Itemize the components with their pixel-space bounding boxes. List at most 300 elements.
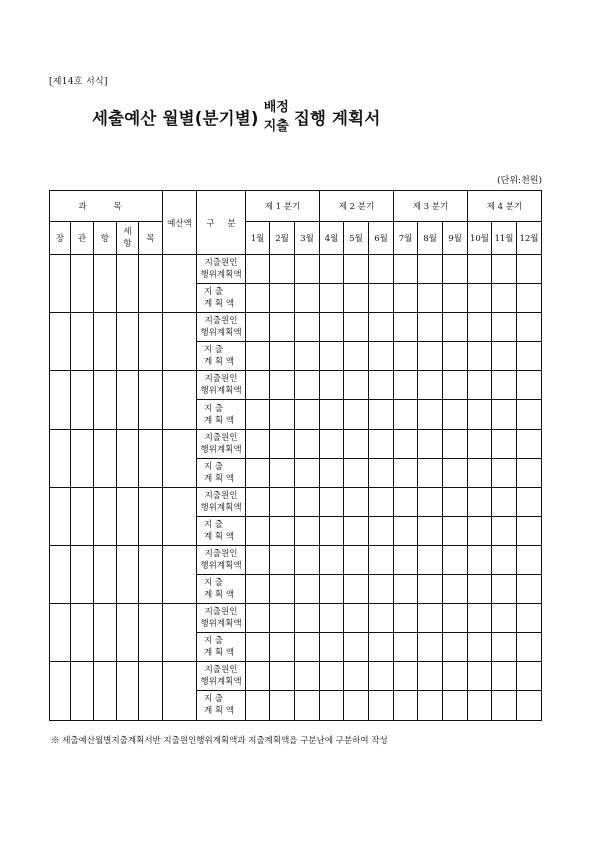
mok-cell[interactable] xyxy=(139,429,163,487)
table-row-approval xyxy=(50,604,542,633)
month-value-cell[interactable] xyxy=(369,487,394,516)
month-value-cell[interactable] xyxy=(246,633,270,662)
month-value-cell[interactable] xyxy=(369,429,394,458)
jang-cell[interactable] xyxy=(50,604,71,662)
month-value-cell[interactable] xyxy=(320,400,344,429)
month-value-cell[interactable] xyxy=(418,371,443,400)
mok-cell[interactable] xyxy=(139,371,163,429)
month-value-cell[interactable] xyxy=(270,284,295,313)
month-value-cell[interactable] xyxy=(246,371,270,400)
category-label-line: 지출원인 xyxy=(204,258,238,269)
month-value-cell[interactable] xyxy=(517,313,542,342)
month-value-cell[interactable] xyxy=(369,284,394,313)
hang-cell[interactable] xyxy=(94,371,117,429)
gwan-cell[interactable] xyxy=(71,429,94,487)
title-main: 세출예산 월별(분기별) xyxy=(92,109,259,128)
hang-cell[interactable] xyxy=(94,604,117,662)
table-row-approval xyxy=(50,545,542,574)
month-value-cell[interactable] xyxy=(492,255,517,284)
gwan-cell[interactable] xyxy=(71,371,94,429)
budget-cell[interactable] xyxy=(163,429,197,487)
month-value-cell[interactable] xyxy=(443,313,468,342)
month-value-cell[interactable] xyxy=(517,342,542,371)
month-value-cell[interactable] xyxy=(468,633,492,662)
month-value-cell[interactable] xyxy=(443,545,468,574)
month-value-cell[interactable] xyxy=(320,255,344,284)
month-value-cell[interactable] xyxy=(418,691,443,720)
month-header: 1월 xyxy=(246,222,270,255)
month-value-cell[interactable] xyxy=(394,633,418,662)
jang-cell[interactable] xyxy=(50,429,71,487)
category-label-line: 행위계획액 xyxy=(200,619,242,630)
month-value-cell[interactable] xyxy=(418,313,443,342)
month-value-cell[interactable] xyxy=(517,429,542,458)
month-value-cell[interactable] xyxy=(418,516,443,545)
month-value-cell[interactable] xyxy=(394,371,418,400)
month-value-cell[interactable] xyxy=(344,255,369,284)
budget-cell[interactable] xyxy=(163,662,197,720)
category-approval-label xyxy=(197,662,246,691)
month-value-cell[interactable] xyxy=(394,284,418,313)
month-value-cell[interactable] xyxy=(418,400,443,429)
month-value-cell[interactable] xyxy=(468,575,492,604)
category-spend-label xyxy=(197,342,246,371)
hang-cell[interactable] xyxy=(94,545,117,603)
month-header: 11월 xyxy=(492,222,517,255)
month-value-cell[interactable] xyxy=(369,604,394,633)
month-value-cell[interactable] xyxy=(394,487,418,516)
month-value-cell[interactable] xyxy=(394,429,418,458)
month-value-cell[interactable] xyxy=(246,487,270,516)
month-value-cell[interactable] xyxy=(418,662,443,691)
month-value-cell[interactable] xyxy=(320,575,344,604)
month-value-cell[interactable] xyxy=(492,662,517,691)
category-label-line: 계 획 액 xyxy=(204,648,235,659)
month-header: 4월 xyxy=(320,222,344,255)
month-value-cell[interactable] xyxy=(468,313,492,342)
month-value-cell[interactable] xyxy=(492,313,517,342)
table-row-approval xyxy=(50,371,542,400)
month-value-cell[interactable] xyxy=(517,400,542,429)
month-value-cell[interactable] xyxy=(418,458,443,487)
month-value-cell[interactable] xyxy=(295,487,320,516)
month-value-cell[interactable] xyxy=(418,342,443,371)
category-label-line: 지 출 xyxy=(204,287,224,298)
month-value-cell[interactable] xyxy=(492,284,517,313)
mok-cell[interactable] xyxy=(139,604,163,662)
month-value-cell[interactable] xyxy=(468,342,492,371)
month-value-cell[interactable] xyxy=(517,575,542,604)
month-value-cell[interactable] xyxy=(246,429,270,458)
hang-cell[interactable] xyxy=(94,313,117,371)
month-value-cell[interactable] xyxy=(270,545,295,574)
month-value-cell[interactable] xyxy=(443,429,468,458)
month-value-cell[interactable] xyxy=(344,604,369,633)
month-value-cell[interactable] xyxy=(246,604,270,633)
month-header: 12월 xyxy=(517,222,542,255)
month-header: 2월 xyxy=(270,222,295,255)
month-value-cell[interactable] xyxy=(418,633,443,662)
jang-cell[interactable] xyxy=(50,662,71,720)
month-value-cell[interactable] xyxy=(246,691,270,720)
table-row-approval xyxy=(50,487,542,516)
month-value-cell[interactable] xyxy=(295,458,320,487)
month-value-cell[interactable] xyxy=(270,371,295,400)
gwan-cell[interactable] xyxy=(71,313,94,371)
mok-cell[interactable] xyxy=(139,545,163,603)
month-value-cell[interactable] xyxy=(270,458,295,487)
month-header: 3월 xyxy=(295,222,320,255)
month-value-cell[interactable] xyxy=(492,487,517,516)
month-value-cell[interactable] xyxy=(246,575,270,604)
month-value-cell[interactable] xyxy=(468,284,492,313)
month-value-cell[interactable] xyxy=(394,691,418,720)
title-stack-top: 배정 xyxy=(263,100,289,115)
month-value-cell[interactable] xyxy=(295,255,320,284)
category-label-line: 행위계획액 xyxy=(200,502,242,513)
table-row-approval xyxy=(50,662,542,691)
month-value-cell[interactable] xyxy=(517,662,542,691)
month-value-cell[interactable] xyxy=(517,516,542,545)
category-label-line: 지 출 xyxy=(204,694,224,705)
sehang-cell[interactable] xyxy=(117,662,139,720)
month-value-cell[interactable] xyxy=(394,458,418,487)
month-value-cell[interactable] xyxy=(418,604,443,633)
month-value-cell[interactable] xyxy=(320,662,344,691)
month-value-cell[interactable] xyxy=(418,429,443,458)
month-value-cell[interactable] xyxy=(468,691,492,720)
subject-mok-header: 목 xyxy=(139,222,163,255)
jang-cell[interactable] xyxy=(50,545,71,603)
category-label-line: 지출원인 xyxy=(204,316,238,327)
jang-cell[interactable] xyxy=(50,371,71,429)
month-value-cell[interactable] xyxy=(394,575,418,604)
footnote: ※ 세출예산월별지출계획서반 지출원인행위계획액과 지출계획액을 구분난에 구분하여 작성 xyxy=(51,736,388,746)
month-value-cell[interactable] xyxy=(443,255,468,284)
month-value-cell[interactable] xyxy=(246,545,270,574)
title-stack xyxy=(264,98,289,136)
month-value-cell[interactable] xyxy=(394,255,418,284)
month-value-cell[interactable] xyxy=(344,458,369,487)
month-value-cell[interactable] xyxy=(468,429,492,458)
month-value-cell[interactable] xyxy=(443,662,468,691)
category-label-line: 계 획 액 xyxy=(204,299,235,310)
month-value-cell[interactable] xyxy=(468,516,492,545)
month-value-cell[interactable] xyxy=(246,458,270,487)
month-value-cell[interactable] xyxy=(295,691,320,720)
month-value-cell[interactable] xyxy=(443,342,468,371)
month-value-cell[interactable] xyxy=(344,516,369,545)
month-value-cell[interactable] xyxy=(443,691,468,720)
month-value-cell[interactable] xyxy=(369,371,394,400)
month-value-cell[interactable] xyxy=(320,545,344,574)
month-value-cell[interactable] xyxy=(517,371,542,400)
month-value-cell[interactable] xyxy=(517,487,542,516)
category-spend-label xyxy=(197,400,246,429)
jang-cell[interactable] xyxy=(50,487,71,545)
month-value-cell[interactable] xyxy=(517,633,542,662)
category-approval-label xyxy=(197,429,246,458)
sehang-cell[interactable] xyxy=(117,545,139,603)
month-value-cell[interactable] xyxy=(246,313,270,342)
sehang-cell[interactable] xyxy=(117,487,139,545)
mok-cell[interactable] xyxy=(139,487,163,545)
month-value-cell[interactable] xyxy=(468,458,492,487)
month-value-cell[interactable] xyxy=(369,662,394,691)
month-value-cell[interactable] xyxy=(394,604,418,633)
month-value-cell[interactable] xyxy=(344,633,369,662)
category-spend-label xyxy=(197,516,246,545)
month-header: 10월 xyxy=(468,222,492,255)
month-value-cell[interactable] xyxy=(295,575,320,604)
month-value-cell[interactable] xyxy=(270,633,295,662)
month-value-cell[interactable] xyxy=(369,255,394,284)
month-value-cell[interactable] xyxy=(270,487,295,516)
month-value-cell[interactable] xyxy=(443,284,468,313)
category-label-line: 계 획 액 xyxy=(204,706,235,717)
month-value-cell[interactable] xyxy=(517,604,542,633)
gwan-cell[interactable] xyxy=(71,662,94,720)
month-value-cell[interactable] xyxy=(443,371,468,400)
month-value-cell[interactable] xyxy=(344,545,369,574)
month-value-cell[interactable] xyxy=(320,458,344,487)
month-value-cell[interactable] xyxy=(492,516,517,545)
month-value-cell[interactable] xyxy=(468,255,492,284)
month-value-cell[interactable] xyxy=(246,516,270,545)
month-value-cell[interactable] xyxy=(468,487,492,516)
budget-cell[interactable] xyxy=(163,545,197,603)
month-value-cell[interactable] xyxy=(320,604,344,633)
month-value-cell[interactable] xyxy=(492,575,517,604)
category-approval-label xyxy=(197,371,246,400)
category-spend-label xyxy=(197,458,246,487)
category-spend-label xyxy=(197,691,246,720)
month-value-cell[interactable] xyxy=(320,429,344,458)
month-value-cell[interactable] xyxy=(443,633,468,662)
month-value-cell[interactable] xyxy=(270,255,295,284)
month-value-cell[interactable] xyxy=(270,516,295,545)
category-approval-label xyxy=(197,545,246,574)
month-value-cell[interactable] xyxy=(443,516,468,545)
budget-cell[interactable] xyxy=(163,604,197,662)
month-value-cell[interactable] xyxy=(468,400,492,429)
table-row-approval xyxy=(50,429,542,458)
category-label-line: 행위계획액 xyxy=(200,386,242,397)
budget-cell[interactable] xyxy=(163,313,197,371)
month-value-cell[interactable] xyxy=(492,429,517,458)
month-value-cell[interactable] xyxy=(492,691,517,720)
month-value-cell[interactable] xyxy=(517,255,542,284)
gwan-cell[interactable] xyxy=(71,487,94,545)
sehang-cell[interactable] xyxy=(117,255,139,313)
mok-cell[interactable] xyxy=(139,662,163,720)
category-spend-label xyxy=(197,575,246,604)
month-value-cell[interactable] xyxy=(295,604,320,633)
month-value-cell[interactable] xyxy=(295,429,320,458)
month-value-cell[interactable] xyxy=(369,313,394,342)
month-value-cell[interactable] xyxy=(344,400,369,429)
month-value-cell[interactable] xyxy=(295,284,320,313)
gwan-cell[interactable] xyxy=(71,545,94,603)
month-value-cell[interactable] xyxy=(295,662,320,691)
month-value-cell[interactable] xyxy=(394,545,418,574)
month-value-cell[interactable] xyxy=(344,342,369,371)
month-value-cell[interactable] xyxy=(270,691,295,720)
month-value-cell[interactable] xyxy=(492,342,517,371)
quarter-1-header: 제 1 분기 xyxy=(246,191,320,222)
month-value-cell[interactable] xyxy=(517,691,542,720)
sehang-cell[interactable] xyxy=(117,604,139,662)
month-value-cell[interactable] xyxy=(246,400,270,429)
month-value-cell[interactable] xyxy=(295,342,320,371)
jang-cell[interactable] xyxy=(50,313,71,371)
month-value-cell[interactable] xyxy=(320,313,344,342)
quarter-4-header: 제 4 분기 xyxy=(468,191,542,222)
month-value-cell[interactable] xyxy=(369,575,394,604)
sehang-cell[interactable] xyxy=(117,313,139,371)
month-value-cell[interactable] xyxy=(320,487,344,516)
month-value-cell[interactable] xyxy=(443,604,468,633)
subject-jang-header: 장 xyxy=(50,222,71,255)
month-value-cell[interactable] xyxy=(369,458,394,487)
month-header: 6월 xyxy=(369,222,394,255)
month-value-cell[interactable] xyxy=(369,516,394,545)
sehang-cell[interactable] xyxy=(117,429,139,487)
month-value-cell[interactable] xyxy=(344,313,369,342)
month-value-cell[interactable] xyxy=(443,575,468,604)
month-value-cell[interactable] xyxy=(344,487,369,516)
month-value-cell[interactable] xyxy=(344,575,369,604)
month-value-cell[interactable] xyxy=(517,545,542,574)
month-value-cell[interactable] xyxy=(418,575,443,604)
category-spend-label xyxy=(197,633,246,662)
month-value-cell[interactable] xyxy=(320,371,344,400)
month-value-cell[interactable] xyxy=(369,400,394,429)
month-value-cell[interactable] xyxy=(369,545,394,574)
month-value-cell[interactable] xyxy=(320,516,344,545)
month-value-cell[interactable] xyxy=(295,545,320,574)
month-value-cell[interactable] xyxy=(394,516,418,545)
month-value-cell[interactable] xyxy=(320,691,344,720)
month-value-cell[interactable] xyxy=(344,371,369,400)
month-value-cell[interactable] xyxy=(492,458,517,487)
month-value-cell[interactable] xyxy=(369,633,394,662)
gwan-cell[interactable] xyxy=(71,255,94,313)
month-value-cell[interactable] xyxy=(492,633,517,662)
category-label-line: 지 출 xyxy=(204,578,224,589)
subject-gwan-header: 관 xyxy=(71,222,94,255)
subject-group-header: 과 목 xyxy=(50,191,163,222)
category-label-line: 지출원인 xyxy=(204,665,238,676)
month-value-cell[interactable] xyxy=(492,400,517,429)
month-value-cell[interactable] xyxy=(418,284,443,313)
category-label-line: 지 출 xyxy=(204,636,224,647)
month-value-cell[interactable] xyxy=(270,342,295,371)
budget-cell[interactable] xyxy=(163,487,197,545)
month-value-cell[interactable] xyxy=(492,604,517,633)
category-label-line: 계 획 액 xyxy=(204,531,235,542)
month-value-cell[interactable] xyxy=(517,458,542,487)
quarter-2-header: 제 2 분기 xyxy=(320,191,394,222)
month-value-cell[interactable] xyxy=(270,400,295,429)
month-value-cell[interactable] xyxy=(468,545,492,574)
month-value-cell[interactable] xyxy=(246,284,270,313)
hang-cell[interactable] xyxy=(94,487,117,545)
month-value-cell[interactable] xyxy=(344,429,369,458)
month-value-cell[interactable] xyxy=(394,313,418,342)
month-value-cell[interactable] xyxy=(270,575,295,604)
month-value-cell[interactable] xyxy=(295,633,320,662)
month-value-cell[interactable] xyxy=(295,400,320,429)
sehang-cell[interactable] xyxy=(117,371,139,429)
month-value-cell[interactable] xyxy=(418,487,443,516)
month-header: 8월 xyxy=(418,222,443,255)
month-value-cell[interactable] xyxy=(468,604,492,633)
month-value-cell[interactable] xyxy=(344,691,369,720)
month-value-cell[interactable] xyxy=(295,516,320,545)
title-tail: 집행 계획서 xyxy=(293,109,381,128)
month-value-cell[interactable] xyxy=(468,371,492,400)
month-value-cell[interactable] xyxy=(517,284,542,313)
category-label-line: 행위계획액 xyxy=(200,560,242,571)
month-value-cell[interactable] xyxy=(320,342,344,371)
month-value-cell[interactable] xyxy=(443,400,468,429)
month-value-cell[interactable] xyxy=(270,662,295,691)
month-value-cell[interactable] xyxy=(492,371,517,400)
category-spend-label xyxy=(197,284,246,313)
subject-hang-header: 항 xyxy=(94,222,117,255)
month-value-cell[interactable] xyxy=(246,255,270,284)
hang-cell[interactable] xyxy=(94,662,117,720)
budget-cell[interactable] xyxy=(163,255,197,313)
month-value-cell[interactable] xyxy=(246,662,270,691)
month-value-cell[interactable] xyxy=(270,429,295,458)
hang-cell[interactable] xyxy=(94,429,117,487)
month-value-cell[interactable] xyxy=(344,284,369,313)
category-label-line: 지 출 xyxy=(204,403,224,414)
gwan-cell[interactable] xyxy=(71,604,94,662)
category-label-line: 지 출 xyxy=(204,345,224,356)
month-value-cell[interactable] xyxy=(394,342,418,371)
month-value-cell[interactable] xyxy=(418,545,443,574)
month-value-cell[interactable] xyxy=(468,662,492,691)
mok-cell[interactable] xyxy=(139,255,163,313)
month-value-cell[interactable] xyxy=(492,545,517,574)
month-value-cell[interactable] xyxy=(295,371,320,400)
category-label-line: 지출원인 xyxy=(204,607,238,618)
month-value-cell[interactable] xyxy=(394,400,418,429)
jang-cell[interactable] xyxy=(50,255,71,313)
budget-cell[interactable] xyxy=(163,371,197,429)
month-value-cell[interactable] xyxy=(295,313,320,342)
hang-cell[interactable] xyxy=(94,255,117,313)
month-value-cell[interactable] xyxy=(443,487,468,516)
table-body xyxy=(50,255,542,721)
month-value-cell[interactable] xyxy=(270,313,295,342)
month-value-cell[interactable] xyxy=(270,604,295,633)
mok-cell[interactable] xyxy=(139,313,163,371)
month-value-cell[interactable] xyxy=(394,662,418,691)
category-label-line: 행위계획액 xyxy=(200,444,242,455)
month-value-cell[interactable] xyxy=(369,691,394,720)
month-value-cell[interactable] xyxy=(369,342,394,371)
month-value-cell[interactable] xyxy=(443,458,468,487)
month-value-cell[interactable] xyxy=(418,255,443,284)
month-value-cell[interactable] xyxy=(320,633,344,662)
month-value-cell[interactable] xyxy=(320,284,344,313)
month-value-cell[interactable] xyxy=(246,342,270,371)
month-value-cell[interactable] xyxy=(344,662,369,691)
